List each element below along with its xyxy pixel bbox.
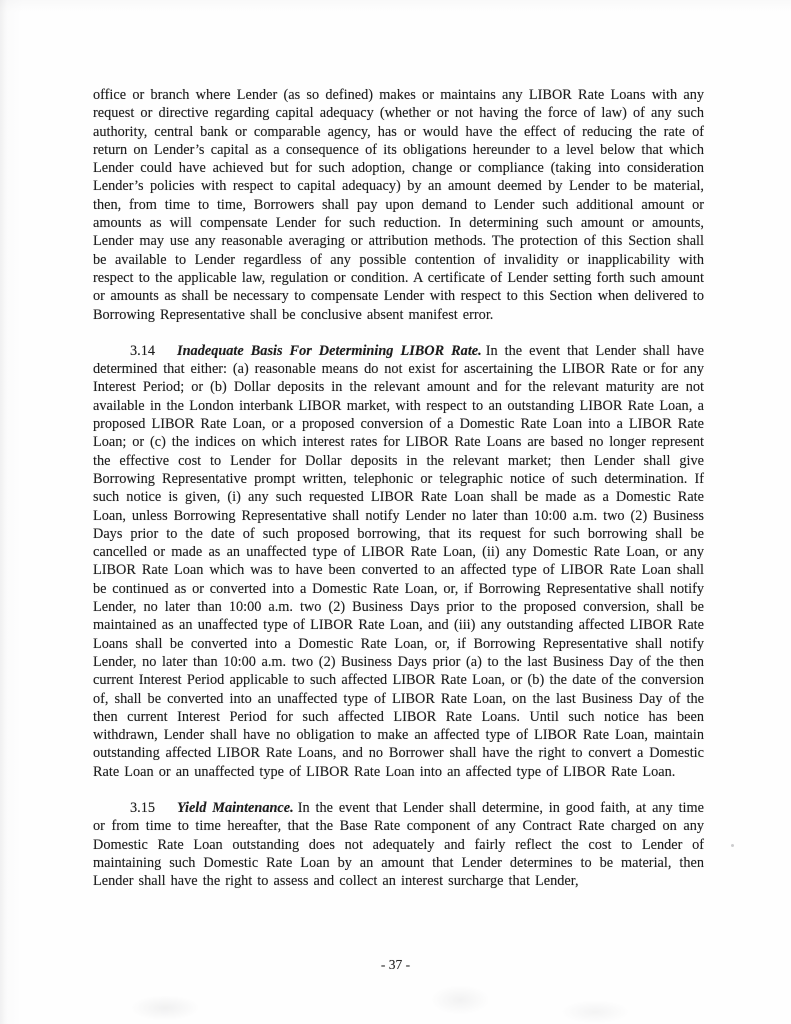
scan-smudge [560, 1000, 630, 1024]
section-3-15-heading: Yield Maintenance. [177, 799, 294, 816]
section-3-14-heading: Inadequate Basis For Determining LIBOR Rate. [177, 342, 482, 359]
paragraph-continuation [93, 86, 704, 324]
section-3-15-number: 3.15 [130, 799, 156, 816]
section-3-14-number: 3.14 [130, 342, 156, 359]
scan-smudge [430, 985, 490, 1015]
paragraph-continuation-text: office or branch where Lender (as so defined) makes or maintains any LIBOR Rate Loans with any request or directive regarding capital adequacy (whether or not having the force of law) of any such authority, central bank or comparable agency, has or would have the effect of reducing the rate of return on Lender’s capital as a consequence of its obligations hereunder to a level below that which Lender could have achieved but for such adoption, change or compliance (taking into consideration Lender’s policies with respect to capital adequacy) by an amount deemed by Lender to be material, then, from time to time, Borrowers shall pay upon demand to Lender such additional amount or amounts as will compensate Lender for such reduction. In determining such amount or amounts, Lender may use any reasonable averaging or attribution methods. The protection of this Section shall be available to Lender regardless of any possible contention of invalidity or inapplicability with respect to the applicable law, regulation or condition. A certificate of Lender setting forth such amount or amounts as shall be necessary to compensate Lender with respect to this Section when delivered to Borrowing Representative shall be conclusive absent manifest error. [93, 87, 704, 323]
scan-smudge [130, 995, 200, 1021]
page-number: - 37 - [380, 957, 411, 972]
scan-speck [731, 844, 734, 847]
section-3-15-body: In the event that Lender shall determine, in good faith, at any time or from time to time hereafter, that the Base Rate component of any Contract Rate charged on any Domestic Rate Loan outstanding does not adequately and fairly reflect the cost to Lender of maintaining such Domestic Rate Loan by an amount that Lender determines to be material, then Lender shall have the right to assess and collect an interest surcharge that Lender, [93, 799, 704, 890]
document-text-column [93, 86, 704, 908]
section-3-14-paragraph [93, 342, 704, 781]
section-3-14-body: In the event that Lender shall have determined that either: (a) reasonable means do not exist for ascertaining the LIBOR Rate or for any Interest Period; or (b) Dollar deposits in the relevant amount and for the relevant maturity are not available in the London interbank LIBOR market, with respect to an outstanding LIBOR Rate Loan, a proposed LIBOR Rate Loan, or a proposed conversion of a Domestic Rate Loan into a LIBOR Rate Loan; or (c) the indices on which interest rates for LIBOR Rate Loans are based no longer represent the effective cost to Lender for Dollar deposits in the relevant market; then Lender shall give Borrowing Representative prompt written, telephonic or telegraphic notice of such determination. If such notice is given, (i) any such requested LIBOR Rate Loan shall be made as a Domestic Rate Loan, unless Borrowing Representative shall notify Lender no later than 10:00 a.m. two (2) Business Days prior to the date of such proposed borrowing, that its request for such borrowing shall be cancelled or made as an unaffected type of LIBOR Rate Loan, (ii) any Domestic Rate Loan, or any LIBOR Rate Loan which was to have been converted to an affected type of LIBOR Rate Loan shall be continued as or converted into a Domestic Rate Loan, or, if Borrowing Representative shall notify Lender, no later than 10:00 a.m. two (2) Business Days prior to the proposed conversion, shall be maintained as an unaffected type of LIBOR Rate Loan, and (iii) any outstanding affected LIBOR Rate Loans shall be converted into a Domestic Rate Loan, or, if Borrowing Representative shall notify Lender, no later than 10:00 a.m. two (2) Business Days prior (a) to the last Business Day of the then current Interest Period applicable to such affected LIBOR Rate Loan, or (b) the date of the conversion of, shall be converted into an unaffected type of LIBOR Rate Loan, on the last Business Day of the then current Interest Period for such affected LIBOR Rate Loans. Until such notice has been withdrawn, Lender shall have no obligation to make an affected type of LIBOR Rate Loan, maintain outstanding affected LIBOR Rate Loans, and no Borrower shall have the right to convert a Domestic Rate Loan or an unaffected type of LIBOR Rate Loan into an affected type of LIBOR Rate Loan. [93, 342, 704, 780]
section-3-15-paragraph [93, 799, 704, 890]
